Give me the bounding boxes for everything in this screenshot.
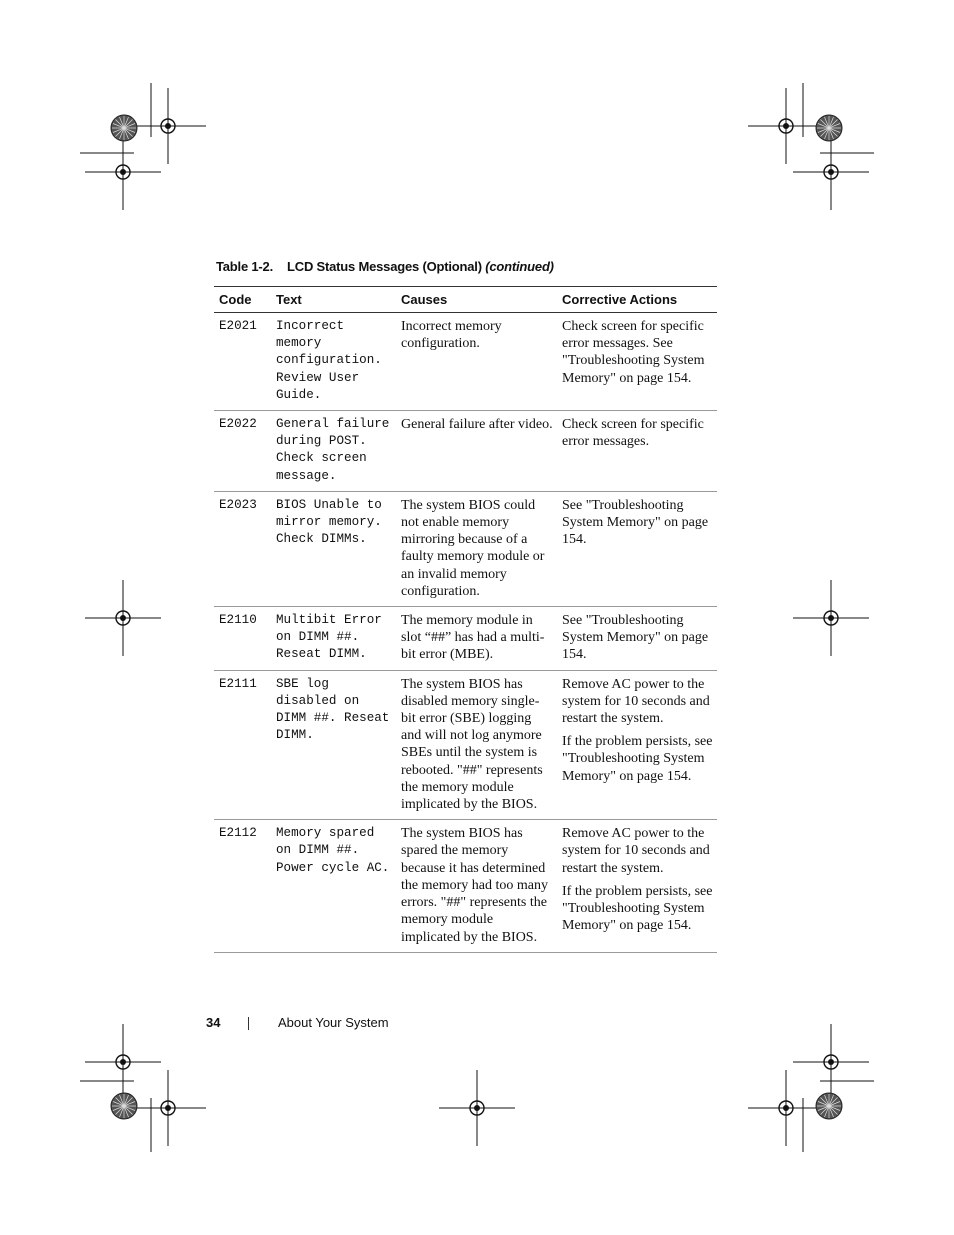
- crop-mark-bottom-right: [748, 1024, 874, 1152]
- header-code: Code: [214, 287, 271, 313]
- table-header-row: [214, 287, 717, 313]
- action-paragraph: Check screen for specific error messages.: [562, 417, 704, 450]
- cell-code: E2022: [214, 411, 271, 492]
- crop-mark-top-left: [80, 83, 206, 210]
- footer-section-title: About Your System: [278, 1015, 389, 1030]
- cell-causes: The system BIOS could not enable memory mirroring because of a faulty memory module or an invalid memory configuration.: [396, 491, 557, 606]
- cell-code: E2112: [214, 820, 271, 952]
- cell-causes: The memory module in slot “##” has had a multi-bit error (MBE).: [396, 607, 557, 671]
- page-number: 34: [206, 1015, 221, 1030]
- cell-text: BIOS Unable to mirror memory. Check DIMMs.: [271, 491, 396, 606]
- cell-causes: Incorrect memory configuration.: [396, 313, 557, 411]
- table-title: LCD Status Messages (Optional): [287, 259, 482, 274]
- cell-text: General failure during POST. Check screen message.: [271, 411, 396, 492]
- action-paragraph: If the problem persists, see "Troubleshooting System Memory" on page 154.: [562, 883, 713, 934]
- cell-causes: The system BIOS has disabled memory single-bit error (SBE) logging and will not log anymore SBEs until the system is rebooted. "##" represents the memory module implicated by the BIOS.: [396, 670, 557, 820]
- cell-causes: General failure after video.: [396, 411, 557, 492]
- header-corrective-actions: Corrective Actions: [557, 287, 717, 313]
- table-continued: (continued): [485, 259, 554, 274]
- cell-actions: [557, 491, 717, 606]
- footer-divider: [248, 1017, 249, 1030]
- cell-actions: [557, 607, 717, 671]
- action-paragraph: Remove AC power to the system for 10 seconds and restart the system.: [562, 826, 710, 876]
- cell-code: E2110: [214, 607, 271, 671]
- table-caption: [216, 259, 554, 274]
- table-row: [214, 607, 717, 671]
- cell-text: Memory spared on DIMM ##. Power cycle AC.: [271, 820, 396, 952]
- cell-text: Multibit Error on DIMM ##. Reseat DIMM.: [271, 607, 396, 671]
- cell-text: SBE log disabled on DIMM ##. Reseat DIMM.: [271, 670, 396, 820]
- cell-causes: The system BIOS has spared the memory because it has determined the memory had too many errors. "##" represents the memory module implicated by the BIOS.: [396, 820, 557, 952]
- crop-mark-bottom-left: [80, 1024, 206, 1152]
- cell-actions: [557, 411, 717, 492]
- table-row: [214, 491, 717, 606]
- cell-code: E2111: [214, 670, 271, 820]
- table-row: [214, 313, 717, 411]
- header-causes: Causes: [396, 287, 557, 313]
- header-text: Text: [271, 287, 396, 313]
- action-paragraph: If the problem persists, see "Troubleshooting System Memory" on page 154.: [562, 734, 713, 784]
- action-paragraph: Remove AC power to the system for 10 seconds and restart the system.: [562, 676, 710, 727]
- table-row: [214, 411, 717, 492]
- cell-text: Incorrect memory configuration. Review User Guide.: [271, 313, 396, 411]
- table-row: [214, 670, 717, 820]
- registration-mark-right: [793, 580, 869, 656]
- action-paragraph: See "Troubleshooting System Memory" on page 154.: [562, 497, 709, 548]
- cell-actions: [557, 670, 717, 820]
- registration-mark-bottom: [439, 1070, 515, 1146]
- cell-actions: [557, 820, 717, 952]
- lcd-status-table: [214, 286, 717, 953]
- registration-mark-left: [85, 580, 161, 656]
- cell-code: E2023: [214, 491, 271, 606]
- table-row: [214, 820, 717, 952]
- table-label: Table 1-2.: [216, 259, 274, 274]
- action-paragraph: See "Troubleshooting System Memory" on page 154.: [562, 613, 709, 663]
- cell-code: E2021: [214, 313, 271, 411]
- crop-mark-top-right: [748, 83, 874, 210]
- action-paragraph: Check screen for specific error messages. See "Troubleshooting System Memory" on page 154.: [562, 319, 705, 386]
- cell-actions: [557, 313, 717, 411]
